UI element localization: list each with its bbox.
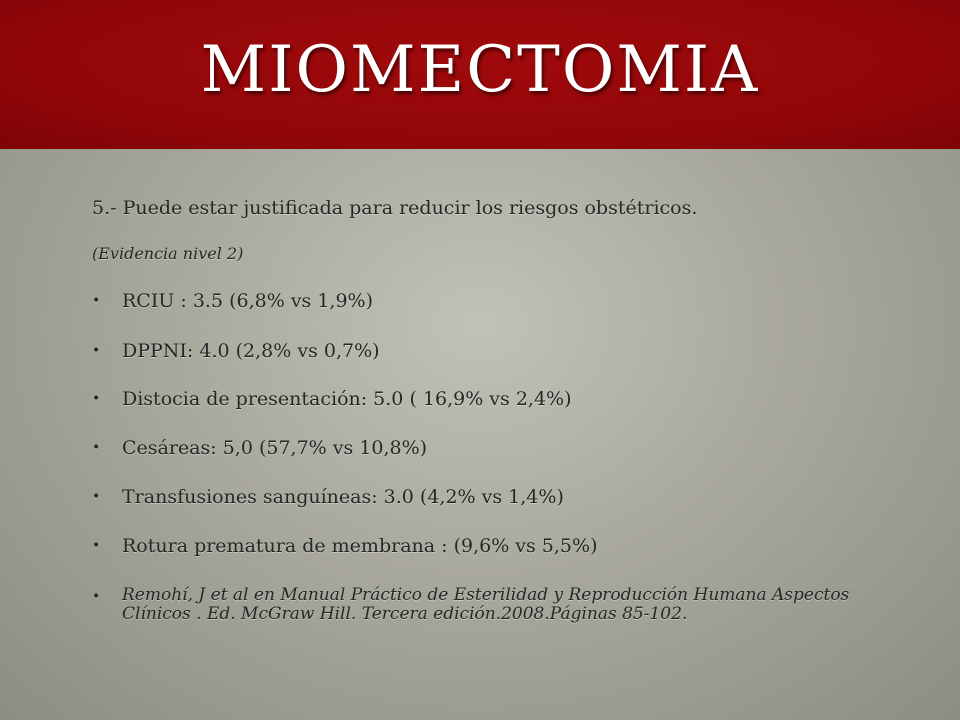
bullet-icon: • [92, 538, 101, 554]
intro-text: 5.- Puede estar justificada para reducir los riesgos obstétricos. [92, 197, 698, 219]
bullet-text: DPPNI: 4.0 (2,8% vs 0,7%) [122, 340, 380, 362]
reference-text: Remohí, J et al en Manual Práctico de Esterilidad y Reproducción Humana Aspectos Clínicos . Ed. McGraw Hill. Tercera edición.2008.Páginas 85-102. [122, 585, 850, 624]
bullet-icon: • [92, 293, 101, 309]
bullet-item-transfusiones [92, 486, 892, 508]
slide-title: MIOMECTOMIA [200, 33, 760, 107]
bullet-item-rotura [92, 535, 892, 557]
bullet-icon: • [92, 343, 101, 359]
bullet-item-dppni [92, 340, 892, 362]
bullet-icon: • [92, 589, 101, 605]
title-bar [0, 0, 960, 149]
bullet-icon: • [92, 489, 101, 505]
evidence-note: (Evidencia nivel 2) [92, 244, 244, 263]
bullet-text: Distocia de presentación: 5.0 ( 16,9% vs 2,4%) [122, 388, 572, 410]
bullet-text: Cesáreas: 5,0 (57,7% vs 10,8%) [122, 437, 428, 459]
bullet-text: Transfusiones sanguíneas: 3.0 (4,2% vs 1,4%) [122, 486, 564, 508]
bullet-item-cesareas [92, 437, 892, 459]
bullet-icon: • [92, 440, 101, 456]
bullet-item-distocia [92, 388, 892, 410]
bullet-item-reference [92, 586, 892, 624]
bullet-icon: • [92, 391, 101, 407]
bullet-item-rciu [92, 290, 892, 312]
bullet-text: Rotura prematura de membrana : (9,6% vs 5,5%) [122, 535, 598, 557]
bullet-text: RCIU : 3.5 (6,8% vs 1,9%) [122, 290, 374, 312]
